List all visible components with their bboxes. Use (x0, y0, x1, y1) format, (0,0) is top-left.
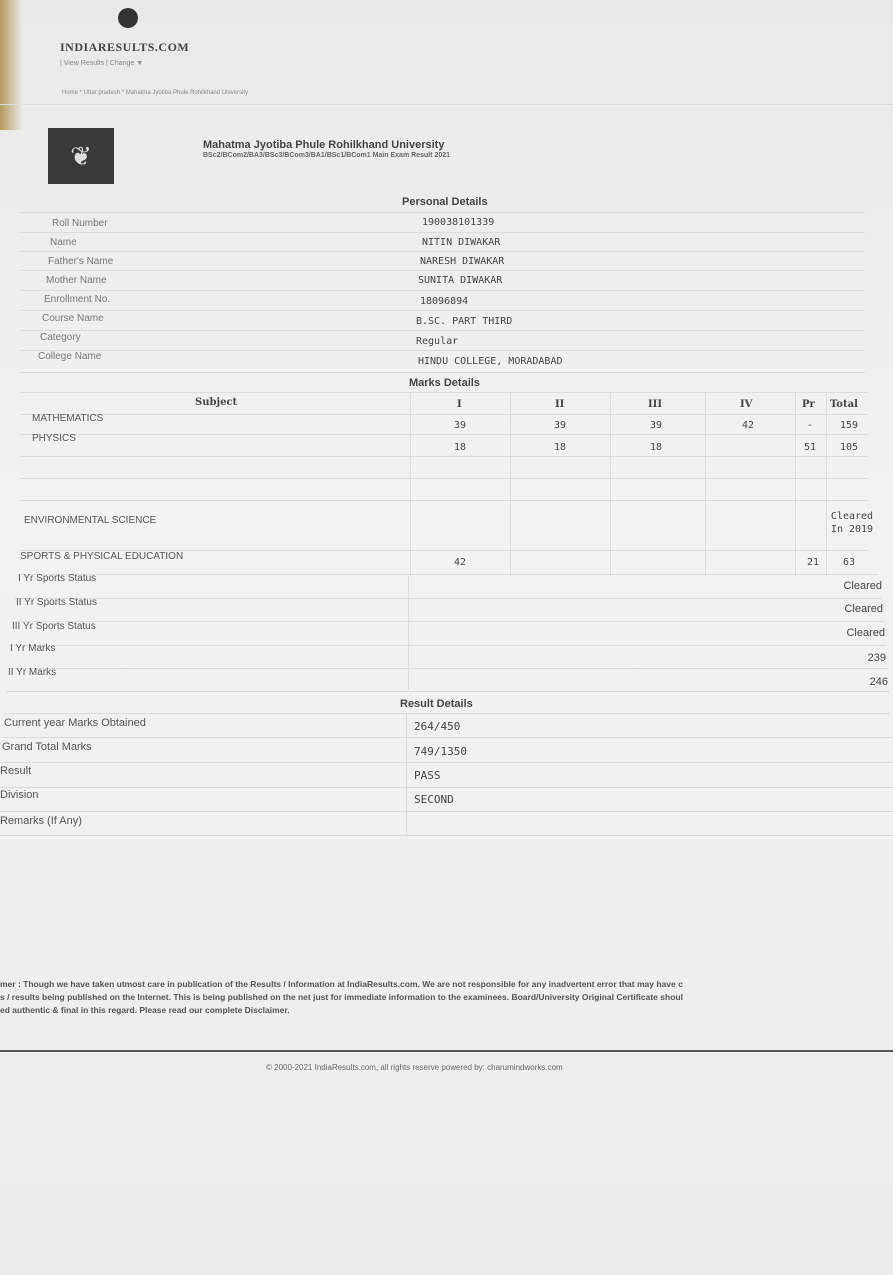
i-yr-sports-status-value: Cleared (843, 580, 882, 592)
sports-total: 63 (842, 557, 856, 568)
ii-yr-marks-label: II Yr Marks (8, 667, 57, 678)
name-label: Name (50, 237, 77, 248)
current-year-marks-label: Current year Marks Obtained (4, 717, 146, 729)
grand-total-marks-value: 749/1350 (414, 745, 467, 758)
personal-details-heading: Personal Details (402, 196, 488, 208)
physics-total: 105 (839, 442, 859, 453)
ii-yr-marks-value: 246 (869, 676, 888, 688)
exam-title: BSc2/BCom2/BA3/BSc3/BCom3/BA1/BSc1/BCom1 Main Exam Result 2021 (203, 152, 451, 159)
ii-yr-sports-status-label: II Yr Sports Status (16, 597, 97, 608)
math-i: 39 (453, 420, 467, 431)
marks-details-heading: Marks Details (409, 377, 480, 389)
col-subject: Subject (195, 397, 238, 408)
mother-name-label: Mother Name (46, 275, 107, 286)
enrollment-value: 18096894 (420, 296, 469, 307)
sports-pr: 21 (806, 557, 820, 568)
col-pr: Pr (802, 399, 815, 410)
university-emblem-icon: ❦ (48, 128, 114, 184)
division-value: SECOND (414, 793, 454, 806)
division-label: Division (0, 789, 39, 801)
site-sub-links[interactable]: | View Results | Change ▼ (60, 60, 144, 67)
physics-pr: 51 (803, 442, 817, 453)
disclaimer-line-3[interactable]: ed authentic & final in this regard. Please read our complete Disclaimer. (0, 1005, 290, 1015)
father-name-value: NARESH DIWAKAR (420, 256, 505, 267)
current-year-marks-value: 264/450 (414, 720, 461, 733)
site-logo[interactable]: INDIARESULTS.COM (60, 40, 190, 54)
math-ii: 39 (553, 420, 567, 431)
roll-number-label: Roll Number (52, 218, 108, 229)
col-iii: III (648, 399, 663, 410)
category-label: Category (40, 332, 81, 343)
col-i: I (457, 399, 462, 410)
math-iv: 42 (741, 420, 755, 431)
grand-total-marks-label: Grand Total Marks (2, 741, 92, 753)
disclaimer-line-1: mer : Though we have taken utmost care in publication of the Results / Information at IndiaResults.com. We are not responsible for any inadvertent error that may have c (0, 979, 683, 989)
subject-sports-physical-education: SPORTS & PHYSICAL EDUCATION (20, 551, 184, 562)
result-details-heading: Result Details (400, 698, 473, 710)
father-name-label: Father's Name (48, 256, 114, 267)
enrollment-label: Enrollment No. (44, 294, 111, 305)
math-pr: - (806, 420, 814, 431)
logo-mark-icon (118, 8, 138, 28)
name-value: NITIN DIWAKAR (422, 237, 501, 248)
result-value: PASS (414, 769, 441, 782)
i-yr-sports-status-label: I Yr Sports Status (18, 573, 97, 584)
result-label: Result (0, 765, 32, 777)
subject-physics: PHYSICS (32, 433, 76, 444)
physics-ii: 18 (553, 442, 567, 453)
subject-mathematics: MATHEMATICS (32, 413, 104, 424)
paper-edge (0, 0, 22, 130)
university-name: Mahatma Jyotiba Phule Rohilkhand University (203, 139, 445, 151)
roll-number-value: 190038101339 (422, 217, 495, 228)
math-iii: 39 (649, 420, 663, 431)
env-total: Cleared In 2019 (830, 511, 874, 535)
course-name-label: Course Name (42, 313, 104, 324)
course-name-value: B.SC. PART THIRD (416, 316, 513, 327)
sports-i: 42 (453, 557, 467, 568)
i-yr-marks-value: 239 (867, 652, 886, 664)
iii-yr-sports-status-value: Cleared (846, 627, 885, 639)
col-total: Total (830, 399, 858, 410)
disclaimer (0, 978, 893, 1017)
physics-iii: 18 (649, 442, 663, 453)
iii-yr-sports-status-label: III Yr Sports Status (12, 621, 96, 632)
college-name-value: HINDU COLLEGE, MORADABAD (418, 356, 563, 367)
i-yr-marks-label: I Yr Marks (10, 643, 56, 654)
college-name-label: College Name (38, 351, 102, 362)
mother-name-value: SUNITA DIWAKAR (418, 275, 503, 286)
copyright: © 2000-2021 IndiaResults.com, all rights reserve powered by: charumindworks.com (266, 1063, 563, 1072)
col-ii: II (555, 399, 565, 410)
physics-i: 18 (453, 442, 467, 453)
breadcrumb[interactable]: Home * Uttar pradesh * Mahatma Jyotiba Phule Rohilkhand University (62, 90, 249, 96)
remarks-label: Remarks (If Any) (0, 815, 82, 827)
col-iv: IV (740, 399, 753, 410)
header-divider (0, 104, 893, 105)
math-total: 159 (839, 420, 859, 431)
ii-yr-sports-status-value: Cleared (844, 603, 883, 615)
footer-divider (0, 1050, 893, 1052)
category-value: Regular (416, 336, 459, 347)
disclaimer-line-2: s / results being published on the Internet. This is being published on the net just for immediate information to the examinees. Board/University Original Certificate shoul (0, 992, 683, 1002)
subject-environmental-science: ENVIRONMENTAL SCIENCE (24, 515, 157, 526)
